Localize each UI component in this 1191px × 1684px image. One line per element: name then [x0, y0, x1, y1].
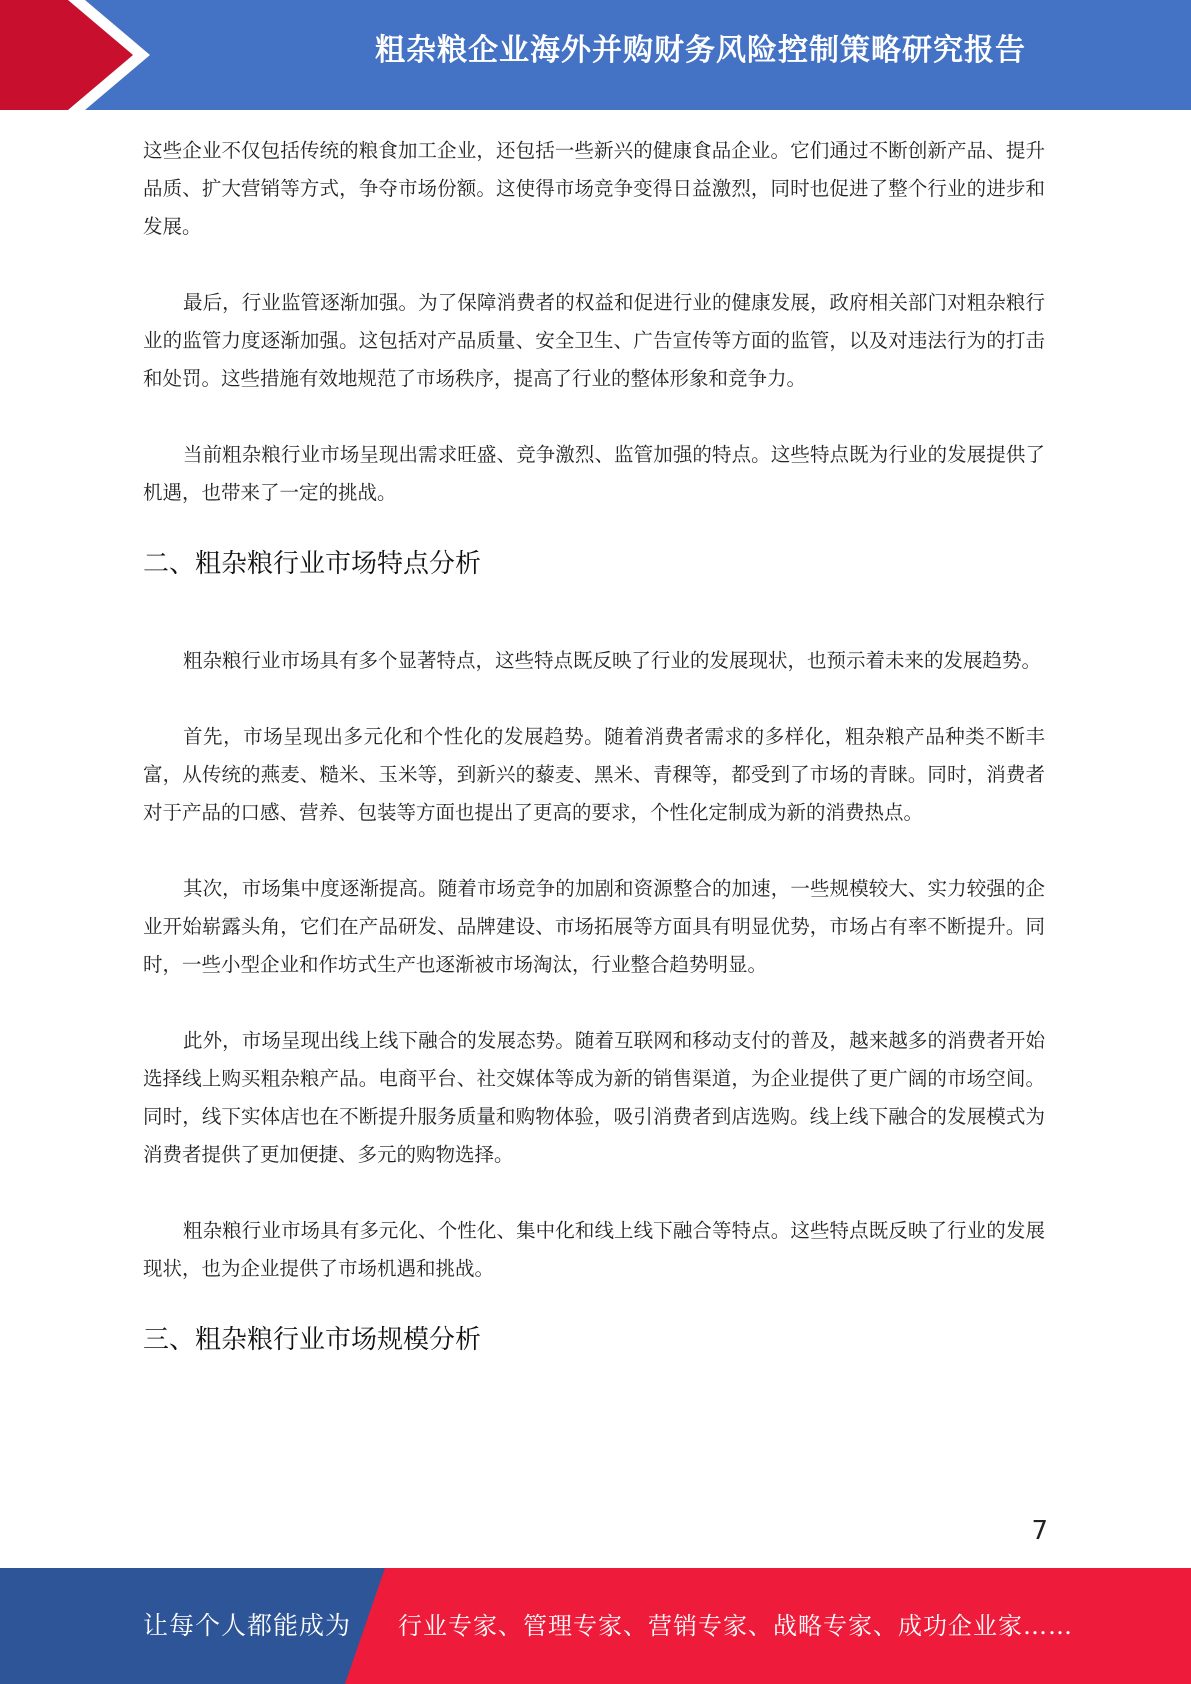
paragraph: 此外，市场呈现出线上线下融合的发展态势。随着互联网和移动支付的普及，越来越多的消费者开始选择线上购买粗杂粮产品。电商平台、社交媒体等成为新的销售渠道，为企业提供了更广阔的市场空间。同时，线下实体店也在不断提升服务质量和购物体验，吸引消费者到店选购。线上线下融合的发展模式为消费者提供了更加便捷、多元的购物选择。: [143, 1029, 1045, 1166]
paragraph: 这些企业不仅包括传统的粮食加工企业，还包括一些新兴的健康食品企业。它们通过不断创新产品、提升品质、扩大营销等方式，争夺市场份额。这使得市场竞争变得日益激烈，同时也促进了整个行业的进步和发展。: [143, 139, 1045, 238]
footer-tagline: 行业专家、管理专家、营销专家、战略专家、成功企业家……: [398, 1612, 1073, 1640]
paragraph: 其次，市场集中度逐渐提高。随着市场竞争的加剧和资源整合的加速，一些规模较大、实力较强的企业开始崭露头角，它们在产品研发、品牌建设、市场拓展等方面具有明显优势，市场占有率不断提升。同时，一些小型企业和作坊式生产也逐渐被市场淘汰，行业整合趋势明显。: [143, 877, 1045, 976]
page-number: 7: [1031, 1516, 1048, 1546]
report-title: 粗杂粮企业海外并购财务风险控制策略研究报告: [375, 33, 1026, 68]
section-heading: 三、粗杂粮行业市场规模分析: [143, 1325, 482, 1355]
paragraph: 粗杂粮行业市场具有多个显著特点，这些特点既反映了行业的发展现状，也预示着未来的发展趋势。: [183, 649, 1042, 672]
paragraph: 最后，行业监管逐渐加强。为了保障消费者的权益和促进行业的健康发展，政府相关部门对粗杂粮行业的监管力度逐渐加强。这包括对产品质量、安全卫生、广告宣传等方面的监管，以及对违法行为的打击和处罚。这些措施有效地规范了市场秩序，提高了行业的整体形象和竞争力。: [143, 291, 1045, 390]
page-content: [143, 132, 1045, 1360]
paragraph: 当前粗杂粮行业市场呈现出需求旺盛、竞争激烈、监管加强的特点。这些特点既为行业的发展提供了机遇，也带来了一定的挑战。: [143, 443, 1045, 504]
paragraph: 粗杂粮行业市场具有多元化、个性化、集中化和线上线下融合等特点。这些特点既反映了行业的发展现状，也为企业提供了市场机遇和挑战。: [143, 1219, 1045, 1280]
header-chevron: [0, 0, 140, 110]
footer-slogan: 让每个人都能成为: [143, 1611, 352, 1640]
page-footer: [0, 1568, 1191, 1684]
section-heading: 二、粗杂粮行业市场特点分析: [143, 549, 482, 579]
page-header: [0, 0, 1191, 110]
paragraph: 首先，市场呈现出多元化和个性化的发展趋势。随着消费者需求的多样化，粗杂粮产品种类不断丰富，从传统的燕麦、糙米、玉米等，到新兴的藜麦、黑米、青稞等，都受到了市场的青睐。同时，消费者对于产品的口感、营养、包装等方面也提出了更高的要求，个性化定制成为新的消费热点。: [143, 725, 1045, 824]
